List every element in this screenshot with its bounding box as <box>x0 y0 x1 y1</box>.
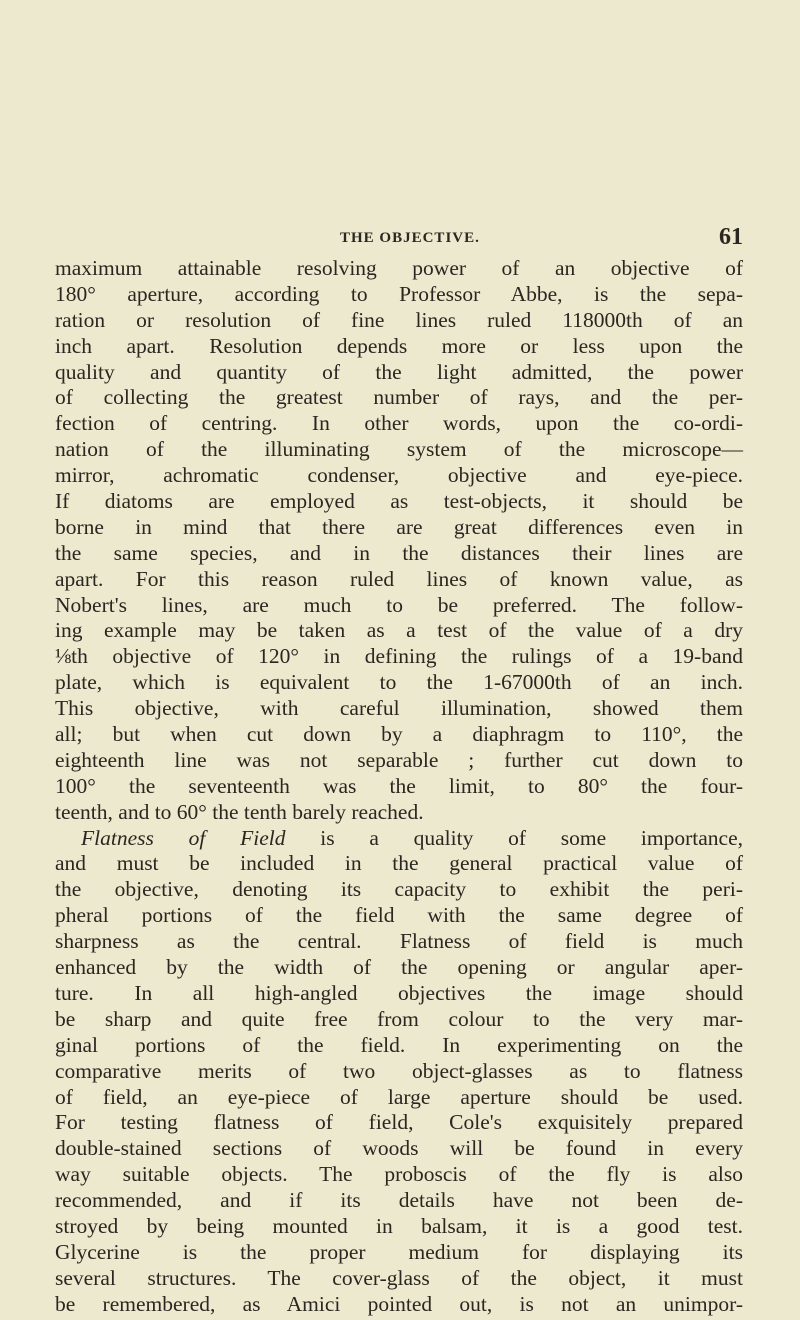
text-line: 100° the seventeenth was the limit, to 80° the four- <box>55 773 743 798</box>
text-line: double-stained sections of woods will be found in every <box>55 1136 743 1161</box>
text-line: stroyed by being mounted in balsam, it is a good test. <box>55 1213 743 1238</box>
text-line: and must be included in the general practical value of <box>55 851 743 876</box>
page-number: 61 <box>719 224 743 250</box>
text-line: of collecting the greatest number of rays, and the per- <box>55 385 743 410</box>
text-line: This objective, with careful illumination, showed them <box>55 696 743 721</box>
text-line: several structures. The cover-glass of the object, it must <box>55 1265 743 1290</box>
text-line: the objective, denoting its capacity to exhibit the peri- <box>55 877 743 902</box>
text-line: ⅛th objective of 120° in defining the rulings of a 19-band <box>55 644 743 669</box>
text-line: For testing flatness of field, Cole's exquisitely prepared <box>55 1110 743 1135</box>
section-heading: Flatness of Field <box>81 825 286 850</box>
text-line-content: is a quality of some importance, <box>285 825 743 850</box>
text-line: pheral portions of the field with the same degree of <box>55 903 743 928</box>
text-line: eighteenth line was not separable ; further cut down to <box>55 747 743 772</box>
text-line: all; but when cut down by a diaphragm to 110°, the <box>55 722 743 747</box>
text-line: be remembered, as Amici pointed out, is not an unimpor- <box>55 1291 743 1316</box>
text-line: ing example may be taken as a test of the value of a dry <box>55 618 743 643</box>
text-line: enhanced by the width of the opening or angular aper- <box>55 955 743 980</box>
text-line: If diatoms are employed as test-objects, it should be <box>55 489 743 514</box>
text-line: 180° aperture, according to Professor Abbe, is the sepa- <box>55 281 743 306</box>
text-line: the same species, and in the distances their lines are <box>55 540 743 565</box>
text-line: recommended, and if its details have not been de- <box>55 1188 743 1213</box>
text-line: maximum attainable resolving power of an objective of <box>55 256 743 280</box>
text-line: of field, an eye-piece of large aperture should be used. <box>55 1084 743 1109</box>
text-line: comparative merits of two object-glasses as to flatness <box>55 1058 743 1083</box>
text-line: plate, which is equivalent to the 1-67000th of an inch. <box>55 670 743 695</box>
text-line: ture. In all high-angled objectives the image should <box>55 980 743 1005</box>
text-line: inch apart. Resolution depends more or less upon the <box>55 333 743 358</box>
text-line: nation of the illuminating system of the microscope— <box>55 437 743 462</box>
text-line: be sharp and quite free from colour to the very mar- <box>55 1006 743 1031</box>
text-line: way suitable objects. The proboscis of the fly is also <box>55 1162 743 1187</box>
text-line: quality and quantity of the light admitted, the power <box>55 359 743 384</box>
text-line: teenth, and to 60° the tenth barely reached. <box>55 799 424 824</box>
text-line: sharpness as the central. Flatness of field is much <box>55 929 743 954</box>
text-line: apart. For this reason ruled lines of known value, as <box>55 566 743 591</box>
running-title: THE OBJECTIVE. <box>340 230 480 246</box>
text-line: Nobert's lines, are much to be preferred. The follow- <box>55 592 743 617</box>
text-line: mirror, achromatic condenser, objective and eye-piece. <box>55 463 743 488</box>
text-line: fection of centring. In other words, upon the co-ordi- <box>55 411 743 436</box>
text-line: Glycerine is the proper medium for displaying its <box>55 1239 743 1264</box>
body-text <box>55 256 743 1318</box>
text-line <box>55 826 743 852</box>
text-line: borne in mind that there are great differences even in <box>55 514 743 539</box>
page-header <box>55 226 743 252</box>
text-line: ration or resolution of fine lines ruled 118000th of an <box>55 307 743 332</box>
text-line: ginal portions of the field. In experimenting on the <box>55 1032 743 1057</box>
